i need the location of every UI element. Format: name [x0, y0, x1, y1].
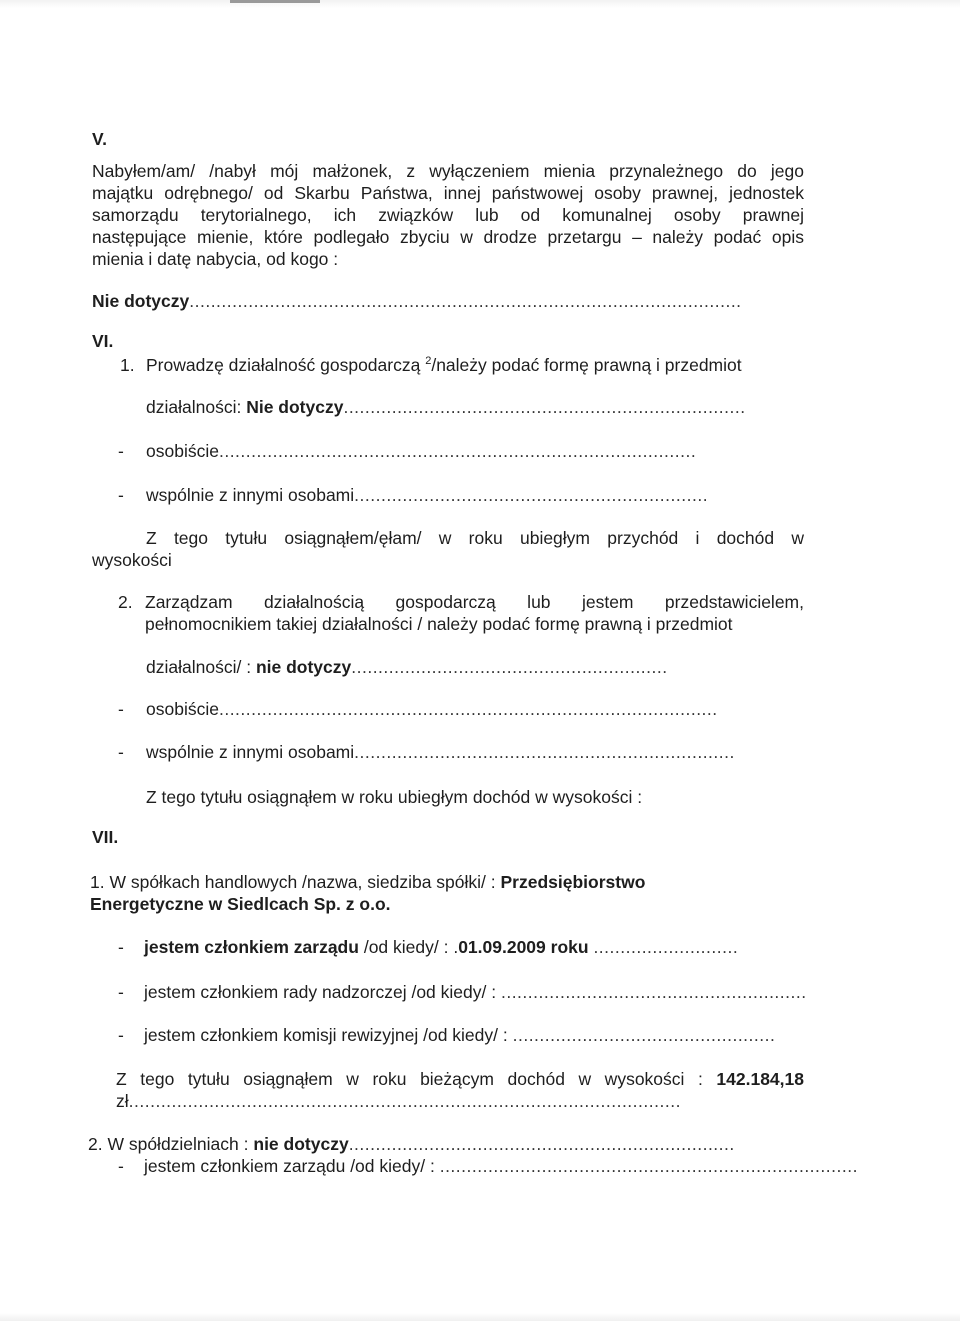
section-vii-income-currency-row — [116, 1090, 681, 1112]
section-vii-supervisory-text: jestem członkiem rady nadzorczej /od kiedy/ : — [144, 982, 497, 1002]
section-vii-income-value: 142.184,18 — [716, 1069, 804, 1089]
section-vii-dash-1: - — [118, 937, 124, 957]
section-vii-item-2-prefix: 2. W spółdzielniach : — [88, 1134, 249, 1154]
section-vii-board-label: jestem członkiem zarządu — [144, 937, 359, 957]
section-vii-company-name-1: Przedsiębiorstwo — [500, 872, 646, 892]
section-v-line-2: majątku odrębnego/ od Skarbu Państwa, innej państwowej osoby prawnej, jednostek — [92, 183, 804, 203]
section-vii-item-2-row — [88, 1133, 735, 1155]
section-v-answer-dots: ....................................................................................................... — [189, 291, 742, 311]
section-vi-item-2-option-1 — [146, 698, 718, 720]
section-vi-item-1-income-line-2: wysokości — [92, 550, 172, 570]
section-vi-item-2-option-2-dots: ....................................................................... — [354, 742, 735, 762]
section-vi-heading: VI. — [92, 331, 114, 351]
section-vii-item-2-answer: nie dotyczy — [253, 1134, 349, 1154]
section-vii-dash-2: - — [118, 982, 124, 1002]
section-vi-item-2-answer-text: nie dotyczy — [255, 657, 352, 677]
section-vi-item-2-answer-dots: ........................................................... — [351, 657, 668, 677]
section-vii-audit-text: jestem członkiem komisji rewizyjnej /od kiedy/ : — [144, 1025, 508, 1045]
section-vii-income-currency: zł — [116, 1091, 129, 1111]
section-vi-item-1-text — [146, 354, 742, 376]
section-vii-item-1-line-1 — [90, 871, 645, 893]
section-vi-item-1-income-line-1: Z tego tytułu osiągnąłem/ęłam/ w roku ubiegłym przychód i dochód w — [146, 528, 804, 548]
section-vi-item-2-answer — [146, 656, 668, 678]
section-vii-supervisory-row — [144, 981, 807, 1003]
section-vi-item-1-answer-text: Nie dotyczy — [246, 397, 344, 417]
section-vii-board-since: /od kiedy/ : . — [363, 937, 459, 957]
section-vii-income-dots: ....................................................................................................... — [128, 1091, 681, 1111]
section-vi-item-1-label: działalności: — [146, 397, 242, 417]
section-vi-item-1-dash-2: - — [118, 485, 124, 505]
section-vii-item-2-board-dots: .............................................................................. — [439, 1156, 858, 1176]
section-vi-item-1-option-1-dots: ......................................................................................... — [218, 441, 697, 461]
footnote-marker: 2 — [425, 355, 432, 367]
section-vi-item-1-number: 1. — [120, 355, 135, 375]
section-vi-item-1-option-1 — [146, 440, 696, 462]
section-vii-item-2-dash: - — [118, 1156, 124, 1176]
section-vii-audit-dots: ................................................. — [512, 1025, 776, 1045]
section-vi-item-1-dash-1: - — [118, 441, 124, 461]
section-vi-item-2-dash-2: - — [118, 742, 124, 762]
section-vi-item-2-line-1: Zarządzam działalnością gospodarczą lub jestem przedstawicielem, — [145, 592, 804, 612]
section-vi-item-1-option-2-text: wspólnie z innymi osobami — [146, 485, 355, 505]
section-vii-income-row — [116, 1068, 804, 1090]
section-vii-supervisory-dots: ......................................................... — [500, 982, 807, 1002]
section-vii-board-row — [144, 936, 738, 958]
scan-top-edge — [0, 0, 960, 8]
section-vi-item-2-label: działalności/ : — [146, 657, 252, 677]
section-vi-item-2-line-2: pełnomocnikiem takiej działalności / należy podać formę prawną i przedmiot — [145, 614, 733, 634]
section-vii-heading: VII. — [92, 827, 119, 847]
section-vi-item-1-option-2-dots: .................................................................. — [354, 485, 709, 505]
section-vii-board-dots: ........................... — [593, 937, 739, 957]
section-v-line-4: następujące mienie, które podlegało zbyciu w drodze przetargu – należy podać opis — [92, 227, 804, 247]
section-v-heading: V. — [92, 129, 107, 149]
section-v-answer — [92, 290, 742, 312]
section-vii-income-text: Z tego tytułu osiągnąłem w roku bieżącym dochód w wysokości : — [116, 1069, 703, 1089]
section-vi-item-1-answer-dots: ........................................................................... — [343, 397, 746, 417]
section-vi-item-2-option-2-text: wspólnie z innymi osobami — [146, 742, 355, 762]
section-vii-item-2-answer-dots: ........................................................................ — [348, 1134, 735, 1154]
scan-mark — [230, 0, 320, 3]
section-vii-item-1-prefix: 1. W spółkach handlowych /nazwa, siedziba spółki/ : — [90, 872, 496, 892]
section-vi-item-1-option-2 — [146, 484, 708, 506]
section-v-line-3: samorządu terytorialnego, ich związków lub od komunalnej osoby prawnej — [92, 205, 804, 225]
scan-bottom-edge — [0, 1313, 960, 1321]
section-vi-item-2-income: Z tego tytułu osiągnąłem w roku ubiegłym dochód w wysokości : — [146, 787, 643, 807]
section-v-line-1: Nabyłem/am/ /nabył mój małżonek, z wyłączeniem mienia przynależnego do jego — [92, 161, 804, 181]
section-vii-item-2-board-text: jestem członkiem zarządu /od kiedy/ : — [144, 1156, 435, 1176]
section-vi-item-2-number: 2. — [118, 592, 133, 612]
section-vi-item-2-option-2 — [146, 741, 735, 763]
section-vii-board-date: 01.09.2009 roku — [458, 937, 589, 957]
section-vii-company-name-2: Energetyczne w Siedlcach Sp. z o.o. — [90, 894, 391, 914]
section-vi-item-1-text-b: /należy podać formę prawną i przedmiot — [431, 355, 742, 375]
section-vi-item-1-text-a: Prowadzę działalność gospodarczą — [146, 355, 421, 375]
section-vi-item-2-option-1-text: osobiście — [146, 699, 219, 719]
section-vi-item-2-dash-1: - — [118, 699, 124, 719]
section-vii-dash-3: - — [118, 1025, 124, 1045]
section-v-answer-text: Nie dotyczy — [92, 291, 190, 311]
section-vi-item-2-option-1-dots: ............................................................................................. — [218, 699, 718, 719]
section-vi-item-1-answer — [146, 396, 746, 418]
section-v-line-5: mienia i datę nabycia, od kogo : — [92, 249, 339, 269]
section-vi-item-1-option-1-text: osobiście — [146, 441, 219, 461]
section-vii-item-2-board-row — [144, 1155, 858, 1177]
section-vii-audit-row — [144, 1024, 775, 1046]
